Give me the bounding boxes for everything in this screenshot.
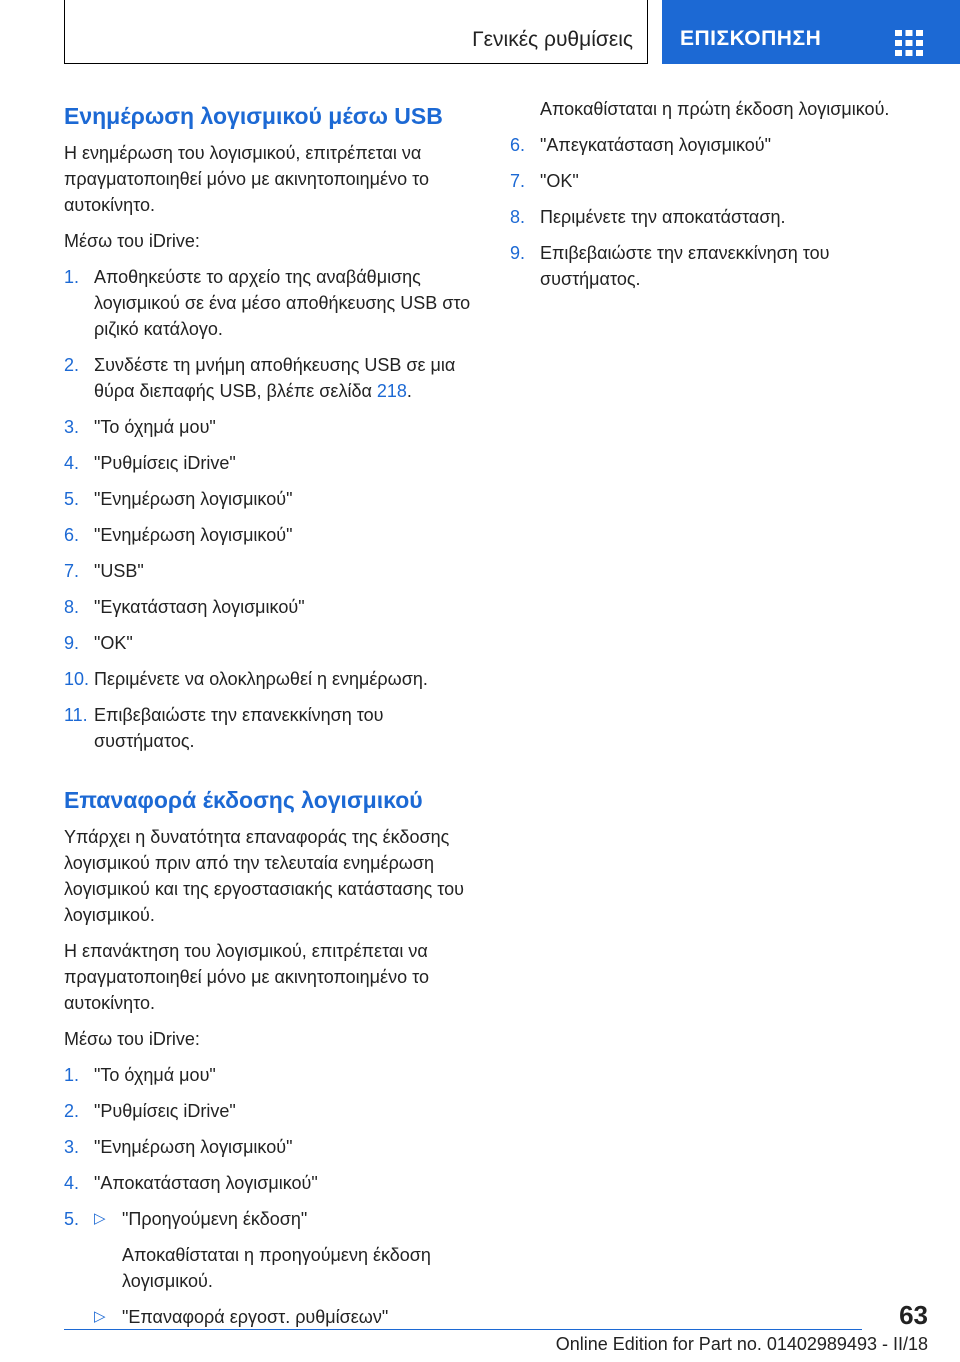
list-item (64, 486, 484, 512)
step-number: 1. (64, 1065, 80, 1085)
paragraph: Η ενημέρωση του λογισμικού, επιτρέπεται να πραγματοποιηθεί μόνο με ακινητοποιημένο το αυτοκίνητο. (64, 143, 429, 215)
paragraph: Μέσω του iDrive: (64, 231, 200, 251)
overview-tab-label: ΕΠΙΣΚΟΠΗΣΗ (680, 27, 822, 50)
step-number: 6. (64, 525, 80, 545)
list-item (64, 1062, 484, 1088)
step-text: "Ενημέρωση λογισμικού" (94, 1137, 293, 1157)
step-number: 4. (64, 1173, 80, 1193)
step-list (64, 264, 484, 754)
step-text: "OK" (540, 171, 579, 191)
step-text: "OK" (94, 633, 133, 653)
step-number: 11. (64, 705, 88, 725)
step-number: 4. (64, 453, 80, 473)
step-text: "Το όχημά μου" (94, 1065, 216, 1085)
list-item (64, 594, 484, 620)
step-text: Επιβεβαιώστε την επανεκκίνηση του συστήματος. (94, 705, 384, 751)
list-item (64, 558, 484, 584)
sub-option (94, 1206, 484, 1232)
step-number: 5. (64, 489, 80, 509)
list-item (64, 1170, 484, 1196)
step-text: Αποθηκεύστε το αρχείο της αναβάθμισης λογισμικού σε ένα μέσο αποθήκευσης USB στο ριζικό κατάλογο. (94, 267, 471, 339)
list-item (510, 204, 910, 230)
sub-option (94, 1304, 484, 1330)
step-text: "Απεγκατάσταση λογισμικού" (540, 135, 772, 155)
list-item (64, 702, 484, 754)
step-text: "Το όχημά μου" (94, 417, 216, 437)
paragraph: Μέσω του iDrive: (64, 1029, 200, 1049)
page-link[interactable]: 218 (376, 381, 407, 401)
step-text: Περιμένετε να ολοκληρωθεί η ενημέρωση. (94, 669, 428, 689)
step-number: 6. (510, 135, 526, 155)
section-title: Γενικές ρυθμίσεις (472, 28, 633, 51)
step-number: 9. (64, 633, 80, 653)
step-list (510, 132, 910, 292)
step-number: 2. (64, 1101, 80, 1121)
header-box (64, 0, 648, 64)
list-item (64, 414, 484, 440)
list-item (64, 630, 484, 656)
step-text: Περιμένετε την αποκατάσταση. (540, 207, 786, 227)
step-text: Επιβεβαιώστε την επανεκκίνηση του συστήματος. (540, 243, 830, 289)
list-item (510, 168, 910, 194)
step-number: 10. (64, 669, 90, 689)
step-text: "Ενημέρωση λογισμικού" (94, 489, 293, 509)
step-text: "Ρυθμίσεις iDrive" (94, 453, 236, 473)
list-item (510, 132, 910, 158)
step-number: 2. (64, 355, 80, 375)
step-number: 3. (64, 417, 80, 437)
step-text: "USB" (94, 561, 144, 581)
step-number: 1. (64, 267, 80, 287)
step-text: "Αποκατάσταση λογισμικού" (94, 1173, 318, 1193)
right-column (510, 96, 910, 302)
list-item (64, 1206, 484, 1330)
sub-option-text: "Προηγούμενη έκδοση" (122, 1209, 308, 1229)
sub-option-description: Αποκαθίσταται η προηγούμενη έκδοση λογισμικού. (122, 1245, 431, 1291)
left-column (64, 100, 484, 1340)
step-number: 8. (510, 207, 526, 227)
step-number: 9. (510, 243, 526, 263)
list-item (64, 1098, 484, 1124)
list-item (64, 522, 484, 548)
triangle-bullet-icon: ▷ (94, 1210, 106, 1227)
heading-restore-version: Επαναφορά έκδοσης λογισμικού (64, 787, 423, 813)
step-list (64, 1062, 484, 1330)
step-text-end: . (406, 381, 412, 401)
list-item (64, 450, 484, 476)
step-text: "Ρυθμίσεις iDrive" (94, 1101, 236, 1121)
list-item (510, 240, 910, 292)
step-number: 7. (64, 561, 80, 581)
continued-description: Αποκαθίσταται η πρώτη έκδοση λογισμικού. (540, 99, 890, 119)
sub-option-text: "Επαναφορά εργοστ. ρυθμίσεων" (122, 1307, 389, 1327)
step-text: "Ενημέρωση λογισμικού" (94, 525, 293, 545)
step-number: 8. (64, 597, 80, 617)
step-text: Συνδέστε τη μνήμη αποθήκευσης USB σε μια θύρα διεπαφής USB, βλέπε σελίδα (94, 355, 456, 401)
heading-usb-update: Ενημέρωση λογισμικού μέσω USB (64, 103, 443, 129)
list-item (64, 264, 484, 342)
page-number: 63 (899, 1300, 928, 1330)
list-item (64, 1134, 484, 1160)
overview-tab[interactable] (662, 0, 960, 64)
list-item (64, 666, 484, 692)
step-number: 7. (510, 171, 526, 191)
paragraph: Υπάρχει η δυνατότητα επαναφοράς της έκδοσης λογισμικού πριν από την τελευταία ενημέρωση λογισμικού και της εργοστασιακής κατάστασης του λογισμικού. (64, 827, 465, 925)
step-number: 3. (64, 1137, 80, 1157)
list-item (64, 352, 484, 404)
edition-footer: Online Edition for Part no. 01402989493 - II/18 (555, 1334, 928, 1354)
step-number: 5. (64, 1209, 80, 1229)
step-text: "Εγκατάσταση λογισμικού" (94, 597, 305, 617)
paragraph: Η επανάκτηση του λογισμικού, επιτρέπεται να πραγματοποιηθεί μόνο με ακινητοποιημένο το αυτοκίνητο. (64, 941, 429, 1013)
footer-divider (64, 1329, 862, 1330)
grid-icon (895, 30, 923, 56)
triangle-bullet-icon: ▷ (94, 1308, 106, 1325)
